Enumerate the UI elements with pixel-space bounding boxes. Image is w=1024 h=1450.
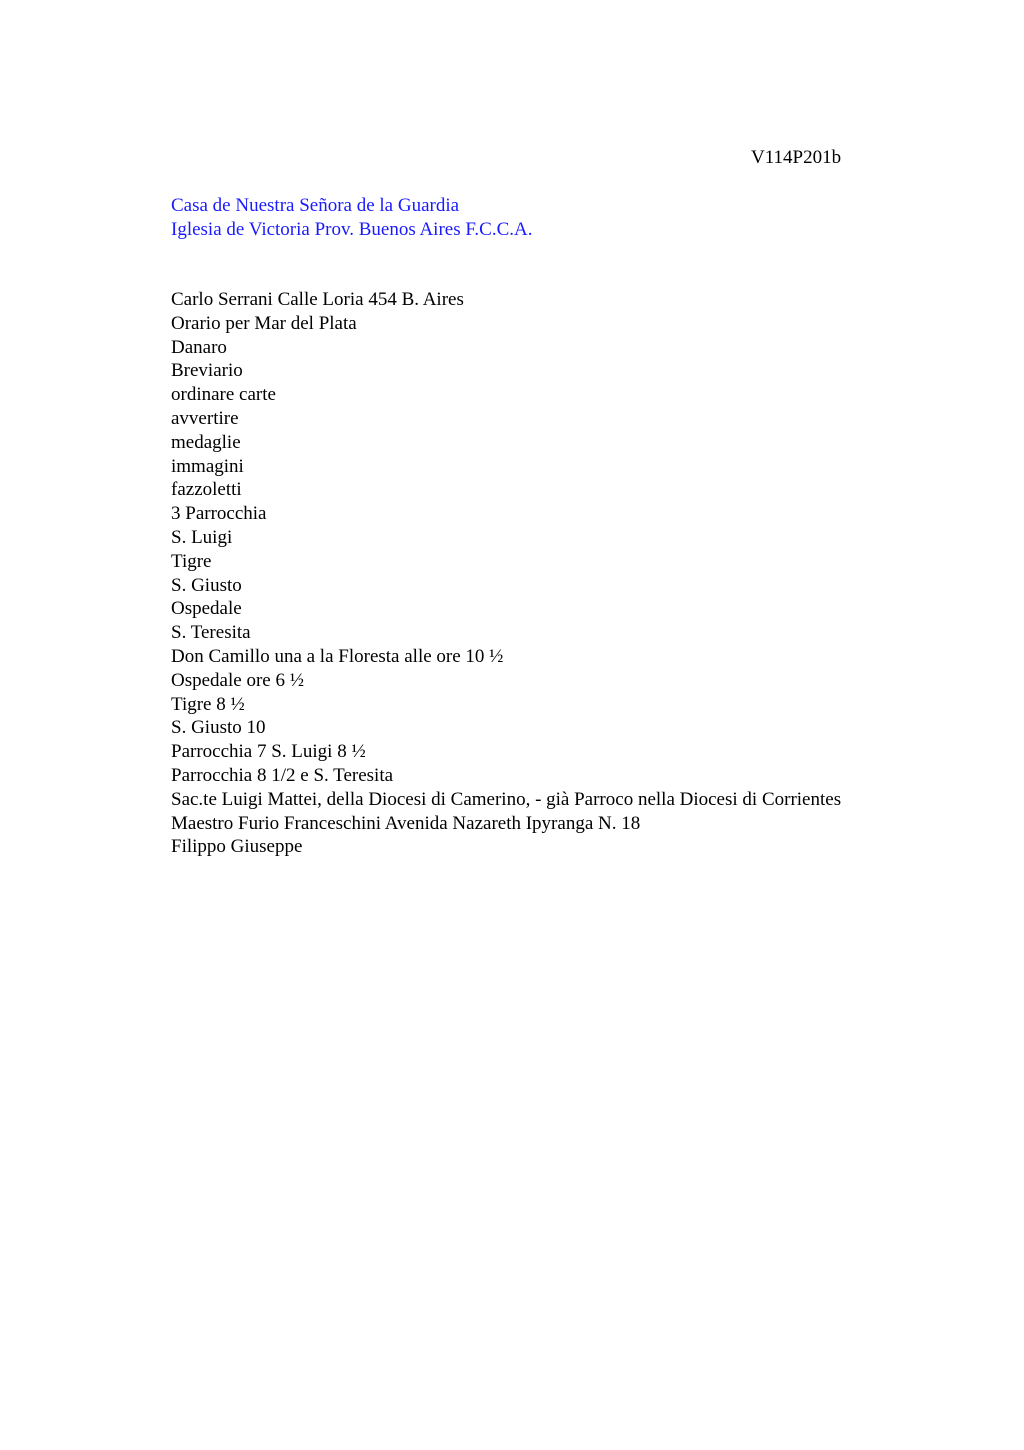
body-line: immagini	[171, 455, 244, 477]
body-line: S. Teresita	[171, 622, 251, 644]
body-line: S. Giusto 10	[171, 717, 266, 739]
body-line: Orario per Mar del Plata	[171, 312, 357, 334]
body-line: fazzoletti	[171, 479, 242, 501]
body-line: Danaro	[171, 336, 227, 358]
document-reference-code: V114P201b	[751, 147, 842, 168]
body-line: Carlo Serrani Calle Loria 454 B. Aires	[171, 289, 464, 310]
document-body	[171, 288, 984, 859]
body-line: Tigre 8 ½	[171, 693, 245, 715]
body-line: Ospedale	[171, 598, 242, 620]
body-line: ordinare carte	[171, 384, 276, 406]
document-header	[171, 194, 532, 241]
body-line: S. Giusto	[171, 574, 242, 596]
body-line: Sac.te Luigi Mattei, della Diocesi di Camerino, - già Parroco nella Diocesi di Corrientes	[171, 788, 842, 810]
header-line: Iglesia de Victoria Prov. Buenos Aires F.C.C.A.	[171, 218, 533, 240]
body-line: Breviario	[171, 360, 243, 382]
body-line: Parrocchia 7 S. Luigi 8 ½	[171, 741, 366, 763]
header-line: Casa de Nuestra Señora de la Guardia	[171, 195, 460, 216]
body-line: Don Camillo una a la Floresta alle ore 10 ½	[171, 645, 504, 667]
body-line: 3 Parrocchia	[171, 503, 267, 525]
body-line: Tigre	[171, 550, 212, 572]
body-line: Ospedale ore 6 ½	[171, 669, 304, 691]
body-line: S. Luigi	[171, 526, 233, 548]
body-line: medaglie	[171, 431, 241, 453]
body-line: Maestro Furio Franceschini Avenida Nazareth Ipyranga N. 18	[171, 812, 641, 834]
body-line: Parrocchia 8 1/2 e S. Teresita	[171, 764, 394, 786]
body-line: avvertire	[171, 407, 239, 429]
body-line: Filippo Giuseppe	[171, 836, 303, 858]
